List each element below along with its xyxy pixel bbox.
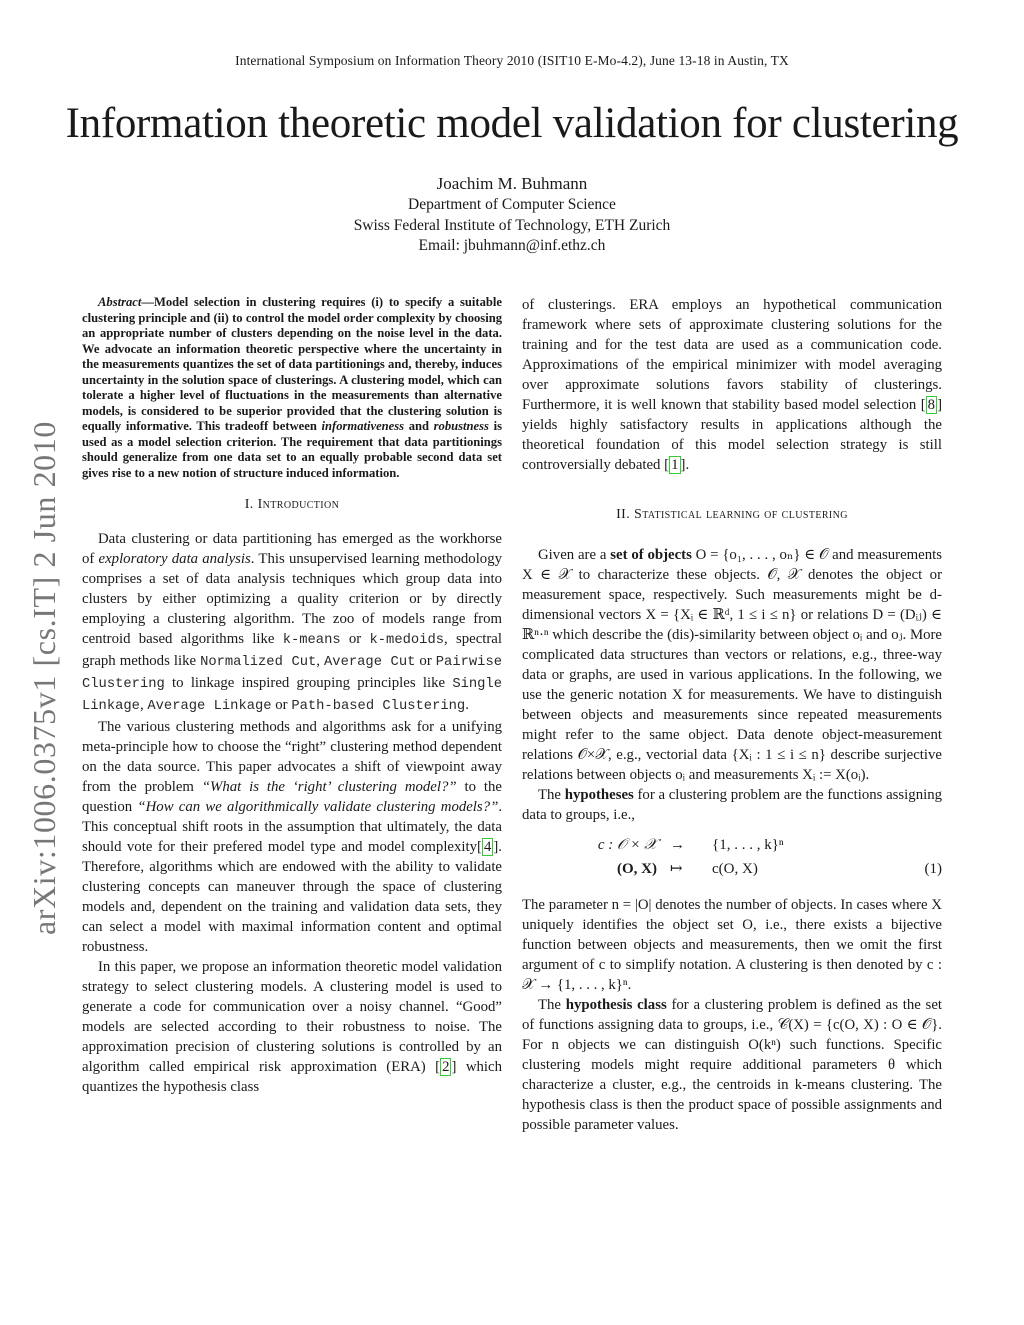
section2-paragraph-2 bbox=[522, 785, 942, 825]
equation-lhs: c : 𝒪 × 𝒳 bbox=[597, 837, 657, 853]
method-pairwise-clustering: Pairwise Clustering bbox=[82, 655, 503, 692]
text-run: , bbox=[316, 653, 325, 669]
author-institution: Swiss Federal Institute of Technology, ETH Zurich bbox=[353, 216, 671, 234]
text-run: for a clustering problem are the functions assigning data to groups, i.e., bbox=[522, 787, 942, 823]
text-run: Given are a bbox=[538, 547, 611, 563]
section2-paragraph-3 bbox=[522, 895, 942, 995]
text-run: . bbox=[465, 697, 469, 713]
text-run: , spectral graph methods like bbox=[82, 631, 502, 669]
citation-link[interactable]: 4 bbox=[483, 839, 492, 855]
section-heading-introduction: I. Introduction bbox=[244, 497, 340, 512]
text-run: The bbox=[538, 787, 565, 803]
text-run: Data clustering or data partitioning has emerged as the workhorse of bbox=[82, 531, 502, 567]
text-run: The various clustering methods and algorithms ask for a unifying meta-principle how to choose the “right” clustering method dependent on the data source. This paper advocates a shift of viewpoint away from the problem bbox=[82, 719, 502, 795]
bold-term-set-of-objects: set of objects bbox=[610, 547, 692, 563]
intro-paragraph-1 bbox=[82, 529, 502, 717]
abstract-em-robustness: robustness bbox=[433, 419, 489, 433]
text-run: The bbox=[538, 997, 566, 1013]
section-heading-statistical-learning: II. Statistical learning of clustering bbox=[616, 507, 848, 522]
equation-rhs: {1, . . . , k}ⁿ bbox=[712, 837, 784, 853]
text-run: or bbox=[271, 697, 292, 713]
equation-arrow: → bbox=[670, 837, 685, 853]
equation-1 bbox=[522, 835, 942, 883]
abstract-and: and bbox=[404, 419, 434, 433]
text-run: , bbox=[139, 697, 148, 713]
intro-paragraph-2: The various clustering methods and algorithms ask for a unifying meta-principle how to choose the “right” clustering method dependent on the data source. This paper advocates a shift of viewpoint away from the problem “What is the ‘right’ clustering model?” to the question “How can we algorithmically validate clustering models?”. This conceptual shift roots in the assumption that ultimately, the data should vote for their prefered model type and model complexity[ 4 ]. Therefore, algorithms which are endowed with the ability to validate clustering concepts can maneuver through the space of clustering models and, dependent on the training and validation data sets, they can select a model with maximal information content and optimal robustness. bbox=[82, 719, 503, 955]
section2-paragraph-4 bbox=[522, 995, 942, 1135]
text-run: . Therefore, algorithms which are endowed with the ability to validate clustering concepts can maneuver through the space of clustering models and, dependent on the training and validation data sets, they can select a model with maximal information content and optimal robustness. bbox=[82, 839, 502, 955]
method-normalized-cut: Normalized Cut bbox=[200, 655, 317, 670]
author-name: Joachim M. Buhmann bbox=[436, 174, 588, 193]
text-run: or bbox=[415, 653, 436, 669]
method-single-linkage: Single Linkage bbox=[82, 677, 502, 714]
paper-title: Information theoretic model validation for clustering bbox=[65, 100, 959, 147]
conference-header: International Symposium on Information Theory 2010 (ISIT10 E-Mo-4.2), June 13-18 in Austin, TX bbox=[235, 53, 789, 68]
method-path-based-clustering: Path-based Clustering bbox=[291, 699, 466, 714]
abstract bbox=[82, 295, 502, 481]
text-run: for a clustering problem is defined as the set of functions assigning data to groups, i.e., 𝒞(X) = {c(O, X) : O ∈ 𝒪}. For n objects we can distinguish O(kⁿ) such functions. Specific clustering models might require additional parameters θ which characterize a cluster, e.g., the centroids in k-means clustering. The hypothesis class is then the product space of possible assignments and possible parameter values. bbox=[522, 997, 942, 1133]
spacer bbox=[522, 475, 942, 505]
text-run: to linkage inspired grouping principles like bbox=[164, 675, 453, 691]
text-run: of clusterings. ERA employs an hypothetical communication framework where sets of approximate clustering solutions for the training and for the test data are used as a communication code. Approximations of the empirical minimizer with model averaging over approximate solutions favors stability of clusterings. Furthermore, it is well known that stability based model selection bbox=[522, 297, 942, 413]
method-average-cut: Average Cut bbox=[324, 655, 416, 670]
left-column bbox=[82, 295, 502, 1097]
arxiv-stamp: arXiv:1006.0375v1 [cs.IT] 2 Jun 2010 bbox=[26, 421, 62, 935]
bold-term-hypotheses: hypotheses bbox=[564, 787, 634, 803]
equation-row bbox=[522, 859, 942, 881]
citation-link[interactable]: 1 bbox=[671, 457, 679, 473]
section2-paragraph-1 bbox=[522, 545, 942, 785]
abstract-text-1: Model selection in clustering requires (i) to specify a suitable clustering principle and (ii) to control the model order complexity by choosing an appropriate number of clusters depending on the noise level in the data. We advocate an information theoretic perspective where the uncertainty in the measurements quantizes the set of data partitionings and, thereby, induces uncertainty in the solution space of clusterings. A clustering model, which can tolerate a higher level of fluctuations in the measurements than alternative models, is considered to be superior provided that the clustering solution is equally informative. This tradeoff between bbox=[82, 295, 502, 433]
equation-row bbox=[522, 835, 942, 857]
emphasis: exploratory data analysis bbox=[98, 551, 251, 567]
intro-paragraph-3: In this paper, we propose an information theoretic model validation strategy to select clustering models. A clustering model is used to generate a code for communication over a noisy channel. “Good” models are selected according to their robustness to noise. The approximation precision of clustering solutions is controlled by an algorithm called empirical risk approximation (ERA) [ 2 ] which quantizes the hypothesis class bbox=[82, 959, 502, 1095]
bold-term-hypothesis-class: hypothesis class bbox=[565, 997, 667, 1013]
continuation-paragraph: of clusterings. ERA employs an hypothetical communication framework where sets of approximate clustering solutions for the training and for the test data are used as a communication code. Approximations of the empirical minimizer with model averaging over approximate solutions favors stability of clusterings. Furthermore, it is well known that stability based model selection [ 8 ] yields highly satisfactory results in applications although the theoretical foundation of this model selection strategy is still controversially debated [ 1 ]. bbox=[522, 297, 942, 473]
question-2: “How can we algorithmically validate clustering models?” bbox=[137, 799, 499, 815]
text-run: yields highly satisfactory results in applications although the theoretical foundation of this model selection strategy is still controversially debated bbox=[522, 417, 942, 473]
question-1: “What is the ‘right’ clustering model?” bbox=[201, 779, 457, 795]
text-run: O = {o₁, . . . , oₙ} ∈ 𝒪 and measurements X ∈ 𝒳 to characterize these objects. 𝒪, 𝒳 denotes the object or measurement space, respectively. Such measurements might be d-dimensional vectors X = {Xᵢ ∈ ℝᵈ, 1 ≤ i ≤ n} or relations D = (Dᵢⱼ) ∈ ℝⁿ·ⁿ which describe the (dis)-similarity between object oᵢ and oⱼ. More complicated data structures than vectors or relations, e.g., three-way data or graphs, are used in various applications. In the following, we use the generic notation X for measurements. We have to distinguish between objects and measurements since repeated measurements might refer to the same object. Data denote object-measurement relations 𝒪×𝒳, e.g., vectorial data {Xᵢ : 1 ≤ i ≤ n} describe surjective relations between objects oᵢ and measurements Xᵢ := X(oᵢ). bbox=[522, 547, 943, 783]
equation-rhs: c(O, X) bbox=[712, 861, 758, 877]
equation-arrow: ↦ bbox=[670, 861, 683, 877]
text-run: . This unsupervised learning methodology comprises a set of data analysis techniques which group data into clusters by either optimizing a quality criterion or by directly employing a clustering algorithm. The zoo of models range from centroid based algorithms like bbox=[82, 551, 502, 647]
citation-link[interactable]: 8 bbox=[927, 397, 936, 413]
text-run: which quantizes the hypothesis class bbox=[82, 1059, 502, 1095]
abstract-label: Abstract bbox=[98, 295, 142, 309]
equation-lhs: (O, X) bbox=[617, 861, 657, 877]
text-run: or bbox=[340, 631, 370, 647]
text-run: . bbox=[685, 457, 690, 473]
author-department: Department of Computer Science bbox=[408, 196, 616, 213]
citation-link[interactable]: 2 bbox=[442, 1059, 450, 1075]
method-kmeans: k-means bbox=[282, 633, 341, 648]
abstract-text-2: is used as a model selection criterion. The requirement that data partitionings should generalize from one data set to an equally probable second data set gives rise to a new notion of structure induced information. bbox=[82, 419, 502, 480]
text-run: to the question bbox=[82, 779, 502, 815]
abstract-em-informativeness: informativeness bbox=[321, 419, 405, 433]
author-block bbox=[0, 173, 1024, 257]
text-run: . This conceptual shift roots in the assumption that ultimately, the data should vote for their prefered model type and model complexity bbox=[82, 799, 503, 855]
equation-number: (1) bbox=[924, 861, 942, 877]
method-kmedoids: k-medoids bbox=[369, 633, 445, 648]
method-average-linkage: Average Linkage bbox=[147, 699, 272, 714]
abstract-dash: — bbox=[141, 295, 154, 309]
text-run: In this paper, we propose an information theoretic model validation strategy to select clustering models. A clustering model is used to generate a code for communication over a noisy channel. “Good” models are selected according to their robustness to noise. The approximation precision of clustering solutions is controlled by an algorithm called empirical risk approximation (ERA) bbox=[82, 959, 502, 1075]
author-email: Email: jbuhmann@inf.ethz.ch bbox=[418, 237, 606, 254]
text-run: The parameter n = |O| denotes the number of objects. In cases where X uniquely identifies the object set O, i.e., there exists a bijective function between objects and measurements, then we omit the first argument of c to simplify notation. A clustering is then denoted by c : 𝒳 → {1, . . . , k}ⁿ. bbox=[522, 897, 942, 993]
right-column bbox=[522, 295, 942, 1135]
